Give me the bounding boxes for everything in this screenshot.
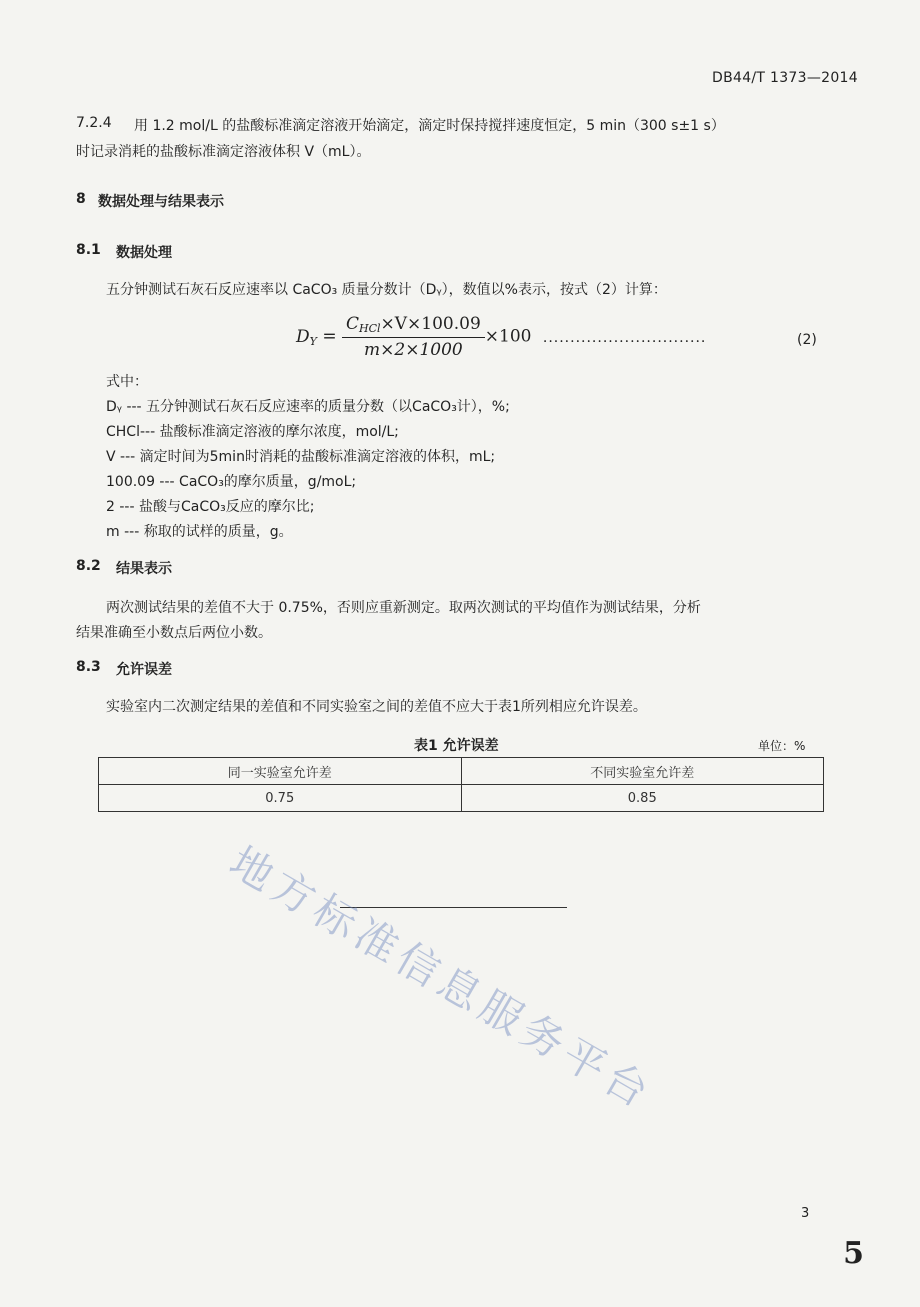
section-8-title: 数据处理与结果表示 bbox=[98, 194, 224, 210]
definition-dy: Dᵧ --- 五分钟测试石灰石反应速率的质量分数（以CaCO₃计），%; bbox=[106, 399, 510, 415]
table-cell: 0.85 bbox=[461, 785, 824, 812]
tolerance-table bbox=[98, 757, 824, 812]
formula-leader-dots: .............................. bbox=[542, 329, 707, 346]
section-8-2-line2: 结果准确至小数点后两位小数。 bbox=[76, 625, 272, 641]
table-unit: 单位：% bbox=[758, 739, 806, 753]
formula-fraction bbox=[342, 314, 485, 360]
section-8-3-line1: 实验室内二次测定结果的差值和不同实验室之间的差值不应大于表1所列相应允许误差。 bbox=[106, 699, 647, 715]
where-label: 式中： bbox=[106, 374, 148, 390]
clause-7-2-4-number: 7.2.4 bbox=[76, 115, 112, 131]
section-8-2-number: 8.2 bbox=[76, 558, 101, 574]
definition-mass: m --- 称取的试样的质量，g。 bbox=[106, 524, 293, 540]
section-8-3-number: 8.3 bbox=[76, 659, 101, 675]
watermark-stamp: 地方标准信息服务平台 bbox=[221, 836, 662, 1120]
table-caption: 表1 允许误差 bbox=[414, 738, 499, 754]
definition-v: V --- 滴定时间为5min时消耗的盐酸标准滴定溶液的体积，mL; bbox=[106, 449, 496, 465]
formula-2: $D_Y$ = $\frac{C_{HCl}\times V\times 100.09}{m\times 2\times 1000}$ ×100 .............................. bbox=[296, 314, 707, 360]
formula-numerator: $C_{HCl}\times V\times 100.09$ bbox=[342, 314, 485, 338]
clause-7-2-4-line1: 用 1.2 mol/L 的盐酸标准滴定溶液开始滴定，滴定时保持搅拌速度恒定，5 min（300 s±1 s） bbox=[134, 118, 725, 134]
section-8-1-number: 8.1 bbox=[76, 242, 101, 258]
definition-molar-mass: 100.09 --- CaCO₃的摩尔质量，g/moL; bbox=[106, 474, 357, 490]
formula-lhs: $D_Y$ bbox=[296, 326, 317, 348]
table-header-row bbox=[99, 758, 824, 785]
page-number-small: 3 bbox=[801, 1206, 810, 1221]
standard-code: DB44/T 1373—2014 bbox=[712, 70, 858, 86]
formula-denominator: m×2×1000 bbox=[364, 340, 463, 360]
section-8-3-title: 允许误差 bbox=[116, 662, 172, 678]
section-8-number: 8 bbox=[76, 191, 86, 207]
definition-chcl: CHCl--- 盐酸标准滴定溶液的摩尔浓度，mol/L; bbox=[106, 424, 399, 440]
definition-molar-ratio: 2 --- 盐酸与CaCO₃反应的摩尔比; bbox=[106, 499, 315, 515]
formula-equation-number: (2) bbox=[797, 332, 817, 348]
clause-7-2-4-line2: 时记录消耗的盐酸标准滴定溶液体积 V（mL）。 bbox=[76, 144, 371, 160]
formula-tail: ×100 bbox=[484, 326, 532, 347]
section-8-2-title: 结果表示 bbox=[116, 561, 172, 577]
section-8-1-title: 数据处理 bbox=[116, 245, 172, 261]
table-row bbox=[99, 785, 824, 812]
section-8-2-line1: 两次测试结果的差值不大于 0.75%，否则应重新测定。取两次测试的平均值作为测试结果，分析 bbox=[106, 600, 701, 616]
table-header-cell: 不同实验室允许差 bbox=[461, 758, 824, 785]
section-8-1-intro: 五分钟测试石灰石反应速率以 CaCO₃ 质量分数计（Dᵧ），数值以%表示，按式（2）计算： bbox=[106, 282, 667, 298]
page-number-large: 5 bbox=[843, 1236, 864, 1271]
table-cell: 0.75 bbox=[99, 785, 462, 812]
table-header-cell: 同一实验室允许差 bbox=[99, 758, 462, 785]
